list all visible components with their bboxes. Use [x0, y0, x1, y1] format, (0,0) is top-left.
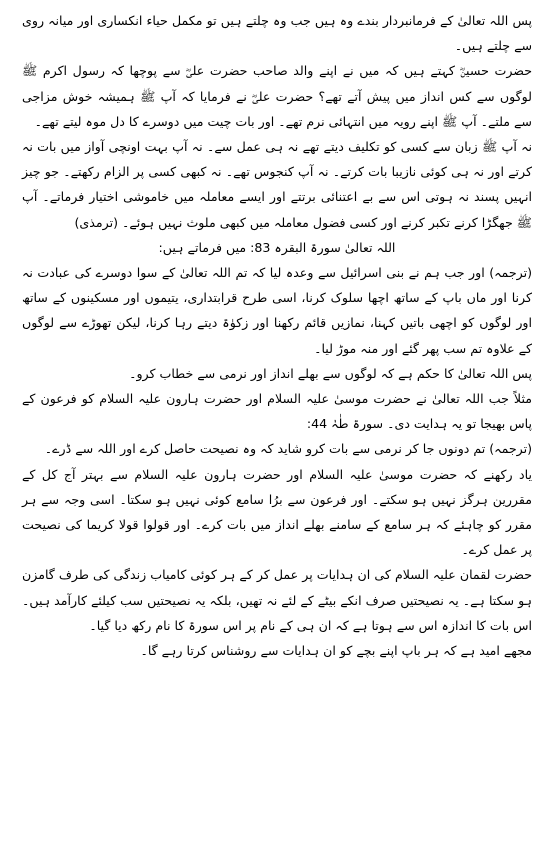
- paragraph-hadith-conduct: حضرت حسینؓ کہتے ہیں کہ میں نے اپنے والد صاحب حضرت علیؓ سے پوچھا کہ رسول اکرم ﷺ لوگوں سے کس انداز میں پیش آتے تھے؟ حضرت علیؓ نے فرمایا کہ آپ ﷺ ہمیشہ خوش مزاجی سے ملتے۔ آپ ﷺ اپنے رویہ میں انتہائی نرم تھے۔ اور بات چیت میں دوسرے کا دل موہ لیتے تھے۔: [22, 63, 532, 129]
- paragraph-command: پس اللہ تعالیٰ کا حکم ہے کہ لوگوں سے بھلے انداز اور نرمی سے خطاب کرو۔: [129, 365, 532, 381]
- paragraph-hadith-speech: نہ آپ ﷺ زبان سے کسی کو تکلیف دیتے تھے نہ ہی عمل سے۔ نہ آپ بہت اونچی آواز میں بات نہ کرتے اور نہ ہی کوئی نازیبا بات کرتے۔ نہ آپ کنجوس تھے۔ نہ کبھی کسی پر الزام رکھتے۔ جو چیز انہیں پسند نہ ہوتی اس سے بے اعتنائی برتتے اور ایسے معاملہ میں خاموشی اختیار فرماتے۔ آپ ﷺ جھگڑا کرنے تکبر کرنے اور کسی فضول معاملہ میں کبھی ملوث نہیں ہوئے۔ (ترمذی): [22, 139, 532, 230]
- paragraph-translation-baqarah: (ترجمہ) اور جب ہم نے بنی اسرائیل سے وعدہ لیا کہ تم اللہ تعالیٰ کے سوا دوسرے کی عبادت نہ کرنا اور ماں باپ کے ساتھ اچھا سلوک کرنا، اسی طرح قرابتداری، یتیموں اور مسکینوں کے ساتھ اور لوگوں کو اچھی باتیں کہنا، نمازیں قائم رکھنا اور زکوٰۃ دیتے رہا کرنا، لیکن تھوڑے سے لوگوں کے علاوہ تم سب پھر گئے اور منہ موڑ لیا۔: [22, 265, 532, 356]
- paragraph-example-musa: مثلاً جب اللہ تعالیٰ نے حضرت موسیٰ علیہ السلام اور حضرت ہارون علیہ السلام کو فرعون کے پاس بھیجا تو یہ ہدایت دی۔ سورۃ طٰہٰ 44:: [22, 391, 532, 432]
- paragraph-humility: پس اللہ تعالیٰ کے فرمانبردار بندے وہ ہیں جب وہ چلتے ہیں تو مکمل حیاء انکساری اور میانہ روی سے چلتے ہیں۔: [22, 13, 532, 54]
- paragraph-translation-taha: (ترجمہ) تم دونوں جا کر نرمی سے بات کرو شاید کہ وہ نصیحت حاصل کرے اور اللہ سے ڈرے۔: [44, 441, 532, 457]
- paragraph-surah-reference: اللہ تعالیٰ سورۃ البقرہ 83: میں فرماتے ہیں:: [158, 239, 396, 255]
- paragraph-luqman: حضرت لقمان علیہ السلام کی ان ہدایات پر عمل کر کے ہر کوئی کامیاب زندگی کی طرف گامزن ہو سکتا ہے۔ یہ نصیحتیں صرف انکے بیٹے کے لئے نہ تھیں، بلکہ یہ نصیحتیں سب کیلئے کارآمد ہیں۔ اس بات کا اندازہ اس سے ہوتا ہے کہ ان ہی کے نام پر اس سورۃ کا نام رکھ دیا گیا۔: [22, 567, 532, 633]
- paragraph-closing: مجھے امید ہے کہ ہر باپ اپنے بچے کو ان ہدایات سے روشناس کرتا رہے گا۔: [140, 643, 532, 659]
- paragraph-speakers: یاد رکھنے کہ حضرت موسیٰ علیہ السلام اور حضرت ہارون علیہ السلام سے بہتر آج کل کے مقررین ہرگز نہیں ہو سکتے۔ اور فرعون سے برُا سامع کوئی نہیں ہو سکتا۔ اسی وجہ سے ہر مقرر کو چاہئے کہ ہر سامع کے سامنے بھلے انداز میں بات کرے۔ اور قولوا قولا کریما کی نصیحت پر عمل کرے۔: [22, 466, 532, 558]
